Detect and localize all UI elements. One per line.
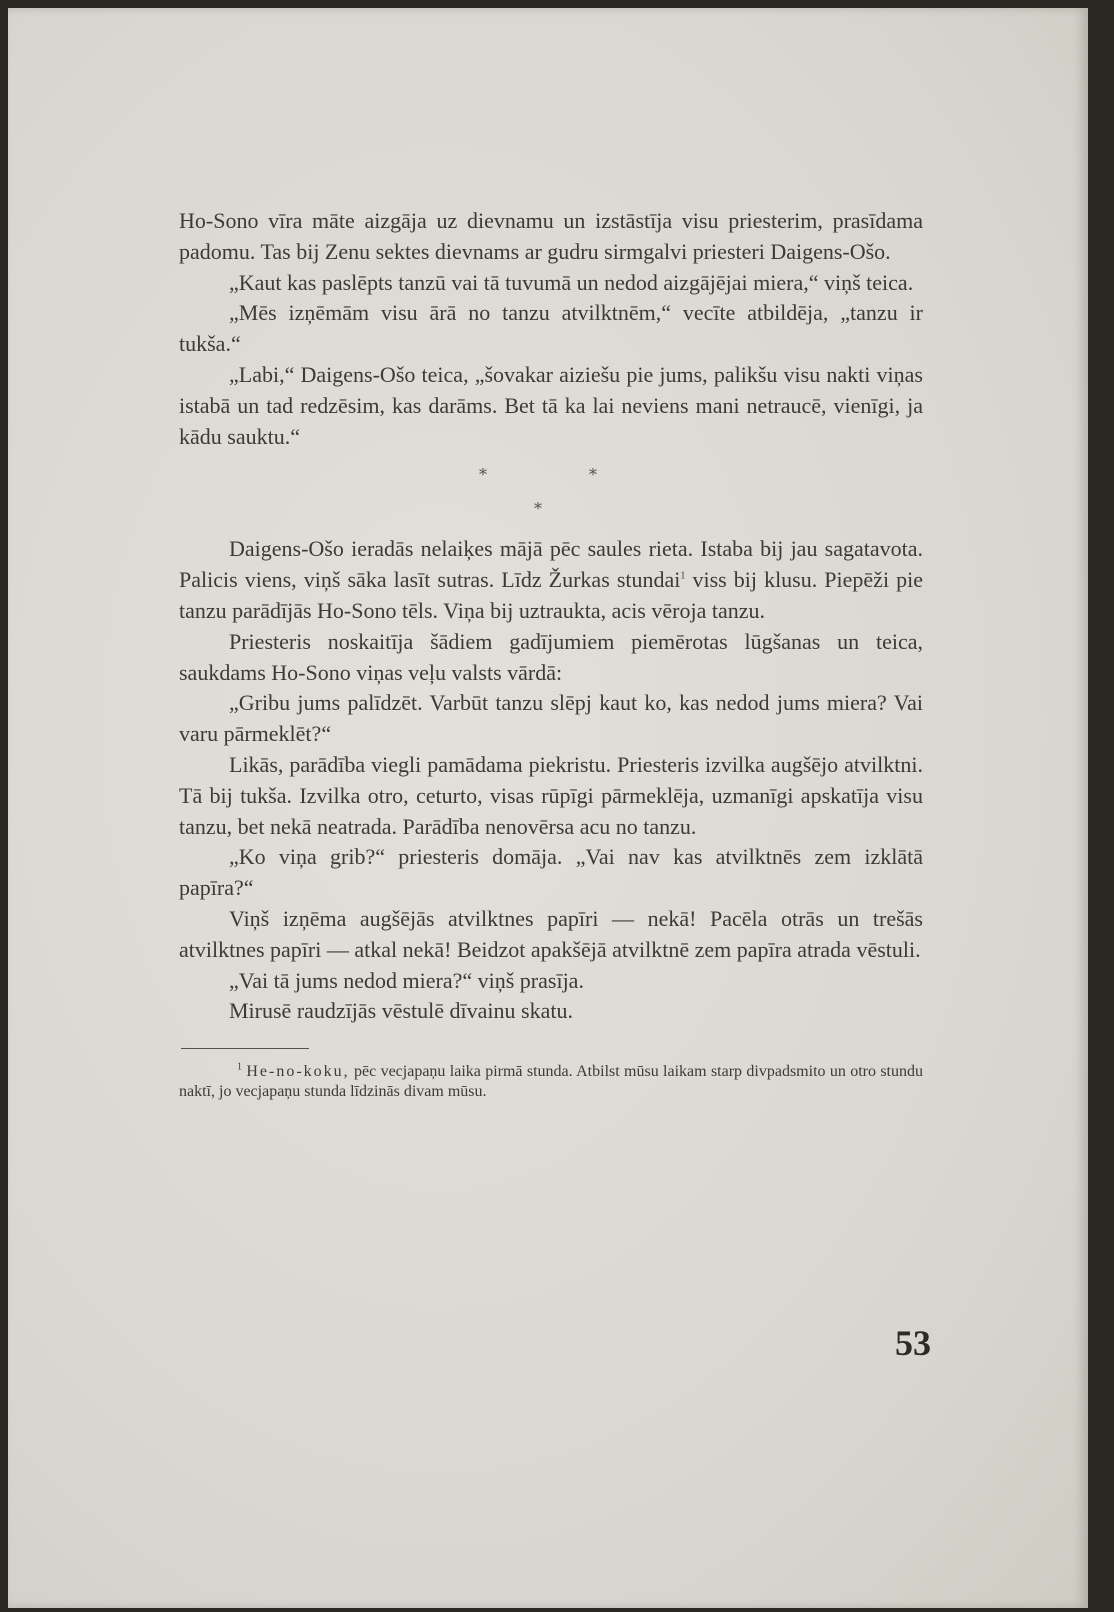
separator-star: *	[479, 465, 487, 485]
separator-star: *	[534, 499, 542, 519]
book-page	[8, 8, 1088, 1608]
paragraph: Likās, parādība viegli pamādama piekristu. Priesteris izvilka augšējo atvilktni. Tā bij tukša. Izvilka otro, ceturto, visas rūpīgi pārmeklēja, uzmanīgi apskatīja visu tanzu, bet nekā neatrada. Parādība nenovērsa acu no tanzu.	[179, 751, 923, 839]
paragraph	[179, 534, 923, 626]
footnote-text: pēc vecjapaņu laika pirmā stunda. Atbilst mūsu laikam starp divpadsmito un otro stundu naktī, jo vecjapaņu stunda līdzinās divam mūsu.	[179, 1063, 924, 1101]
paragraph: „Ko viņa grib?“ priesteris domāja. „Vai nav kas atvilktnēs zem izklātā papīra?“	[179, 844, 923, 901]
footnote-reference: 1	[680, 570, 686, 582]
footnote	[179, 1062, 923, 1102]
paragraph: „Mēs izņēmām visu ārā no tanzu atvilktnēm,“ vecīte atbildēja, „tanzu ir tukša.“	[179, 300, 923, 357]
section-separator	[179, 452, 923, 534]
footnote-term: He-no-koku,	[246, 1063, 350, 1081]
paragraph: Ho-Sono vīra māte aizgāja uz dievnamu un izstāstīja visu priesterim, prasīdama padomu. Tas bij Zenu sektes dievnams ar gudru sirmgalvi priesteri Daigens-Ošo.	[179, 208, 923, 264]
page-number: 53	[895, 1323, 931, 1363]
paragraph: „Kaut kas paslēpts tanzū vai tā tuvumā un nedod aizgājējai miera,“ viņš teica.	[229, 269, 914, 295]
paragraph: „Vai tā jums nedod miera?“ viņš prasīja.	[229, 967, 584, 993]
paragraph: Viņš izņēma augšējās atvilktnes papīri — nekā! Pacēla otrās un trešās atvilktnes papīri — atkal nekā! Beidzot apakšējā atvilktnē zem papīra atrada vēstuli.	[179, 905, 923, 962]
footnote-marker: 1	[237, 1061, 242, 1073]
paragraph: Mirusē raudzījās vēstulē dīvainu skatu.	[229, 998, 573, 1024]
paragraph-text: viss bij klusu. Piepēži pie tanzu parādījās Ho-Sono tēls. Viņa bij uztraukta, acis vēroja tanzu.	[179, 567, 924, 623]
body-text	[179, 206, 923, 1102]
separator-star: *	[589, 465, 597, 485]
paragraph: „Labi,“ Daigens-Ošo teica, „šovakar aiziešu pie jums, palikšu visu nakti viņas istabā un tad redzēsim, kas darāms. Bet tā ka lai neviens mani netraucē, vienīgi, ja kādu sauktu.“	[179, 361, 923, 449]
paragraph: „Gribu jums palīdzēt. Varbūt tanzu slēpj kaut ko, kas nedod jums miera? Vai varu pārmeklēt?“	[179, 690, 923, 747]
footnote-rule	[181, 1048, 309, 1049]
paragraph: Priesteris noskaitīja šādiem gadījumiem piemērotas lūgšanas un teica, saukdams Ho-Sono viņas veļu valsts vārdā:	[179, 628, 923, 685]
paragraph-text: Daigens-Ošo ieradās nelaiķes mājā pēc saules rieta. Istaba bij jau sagatavota. Palicis viens, viņš sāka lasīt sutras. Līdz Žurkas stundai	[179, 536, 923, 593]
